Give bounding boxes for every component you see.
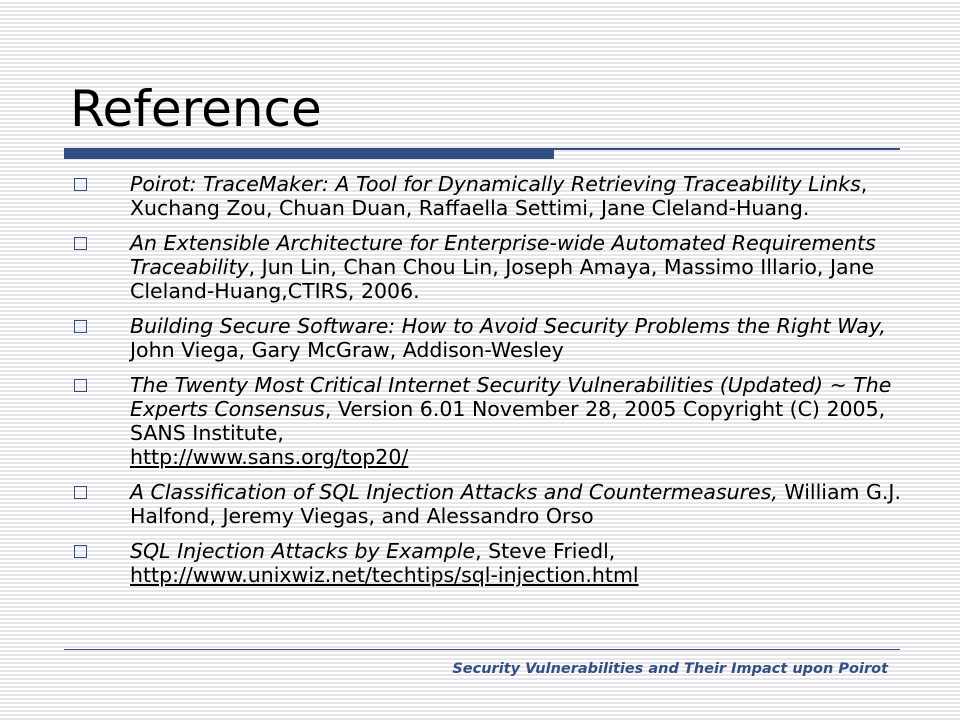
footer-divider	[64, 649, 900, 650]
reference-list	[74, 172, 904, 598]
reference-item	[74, 373, 904, 469]
reference-title: The Twenty Most Critical Internet Security Vulnerabilities (Updated) ~ The Experts Consensus	[130, 373, 892, 421]
reference-link[interactable]: http://www.sans.org/top20/	[130, 445, 409, 469]
reference-details: , Jun Lin, Chan Chou Lin, Joseph Amaya, Massimo Illario, Jane Cleland-Huang,CTIRS, 2006.	[130, 255, 875, 303]
square-bullet-icon	[74, 178, 87, 191]
reference-title: Building Secure Software: How to Avoid Security Problems the Right Way,	[130, 314, 886, 338]
reference-details: John Viega, Gary McGraw, Addison-Wesley	[130, 338, 564, 362]
square-bullet-icon	[74, 486, 87, 499]
reference-title: Poirot: TraceMaker: A Tool for Dynamically Retrieving Traceability Links	[130, 172, 861, 196]
reference-title: SQL Injection Attacks by Example	[130, 539, 476, 563]
square-bullet-icon	[74, 237, 87, 250]
reference-title: A Classification of SQL Injection Attacks and Countermeasures,	[130, 480, 778, 504]
reference-item	[74, 231, 904, 303]
reference-item	[74, 314, 904, 362]
title-underline-thick	[64, 148, 554, 159]
footer-text: Security Vulnerabilities and Their Impact upon Poirot	[452, 661, 888, 677]
reference-item	[74, 172, 904, 220]
reference-details: , Version 6.01 November 28, 2005 Copyright (C) 2005, SANS Institute,	[130, 397, 886, 445]
reference-item	[74, 480, 904, 528]
slide-title: Reference	[70, 80, 322, 138]
square-bullet-icon	[74, 545, 87, 558]
reference-details: , Xuchang Zou, Chuan Duan, Raffaella Settimi, Jane Cleland-Huang.	[130, 172, 868, 220]
square-bullet-icon	[74, 379, 87, 392]
title-underline-thin	[554, 148, 900, 150]
reference-details: William G.J. Halfond, Jeremy Viegas, and Alessandro Orso	[130, 480, 901, 528]
reference-item	[74, 539, 904, 587]
reference-link[interactable]: http://www.unixwiz.net/techtips/sql-injection.html	[130, 563, 639, 587]
square-bullet-icon	[74, 320, 87, 333]
reference-title: An Extensible Architecture for Enterprise-wide Automated Requirements Traceability	[130, 231, 876, 279]
reference-details: , Steve Friedl,	[475, 539, 616, 563]
